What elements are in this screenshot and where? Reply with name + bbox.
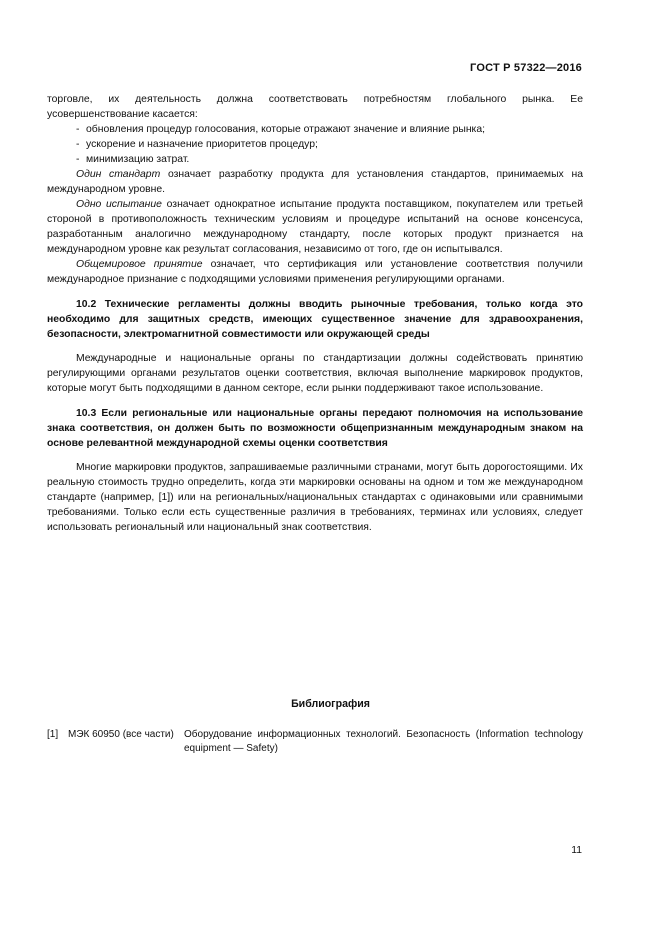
list-item [47,122,583,137]
document-number: ГОСТ Р 57322—2016 [470,62,582,74]
bibliography-title: Библиография [291,698,370,710]
definition-one-test [47,197,583,257]
definition-global-acceptance [47,257,583,287]
definition-text: означает однократное испытание продукта поставщиком, покупателем или третьей стороной в противоположность техническим условиям и процедуре испытаний на основе консенсуса, разработанным аналогично международному стандарту, после которых продукт признается на международном уровне как результат согласования, независимо от того, где он испытывался. [47,199,584,255]
page-number: 11 [571,845,582,856]
list-item-text: обновления процедур голосования, которые отражают значение и влияние рынка; [86,124,485,135]
paragraph-10-2: Международные и национальные органы по стандартизации должны содействовать принятию регулирующими органами результатов оценки соответствия, включая выполнение маркировок продуктов, которые могут быть подходящими в данном секторе, если рынки поддерживают такое использование. [47,353,583,394]
paragraph-intro: торговле, их деятельность должна соответствовать потребностям глобального рынка. Ее усовершенствование касается: [47,94,583,120]
paragraph-10-3: Многие маркировки продуктов, запрашиваемые различными странами, могут быть дорогостоящими. Их реальную стоимость трудно определить, когда эти маркировки основаны на одном и том же международном стандарте (например, [1]) или на региональных/национальных стандартах с одинаковыми или сравнимыми требованиями. Только если есть существенные различия в требованиях, терминах или условиях, следует использовать региональный или национальный знак соответствия. [47,462,583,533]
bibliography-entry-description: Оборудование информационных технологий. Безопасность (Information technology equipment — Safety) [184,729,583,754]
bullet-marker: - [76,154,80,165]
definition-text: означает, что сертификация или установление соответствия получили международное признание с подходящими условиями применения регулирующими органами. [47,259,583,285]
list-item-text: минимизацию затрат. [86,154,190,165]
bullet-marker: - [76,139,80,150]
bibliography-entry-reference: МЭК 60950 (все части) [68,729,174,740]
bullet-marker: - [76,124,80,135]
list-item-text: ускорение и назначение приоритетов процедур; [86,139,318,150]
list-item [47,137,583,152]
section-heading-10-2: 10.2 Технические регламенты должны вводить рыночные требования, только когда это необходимо для защитных средств, имеющих существенное значение для здравоохранения, безопасности, электромагнитной совместимости или окружающей среды [47,299,583,340]
definition-one-standard [47,167,583,197]
defined-term: Один стандарт [76,169,161,180]
section-heading-10-3: 10.3 Если региональные или национальные органы передают полномочия на использование знака соответствия, он должен быть по возможности общепризнанным международным знаком на основе релевантной международной схемы оценки соответствия [47,408,583,449]
definition-text: означает разработку продукта для установления стандартов, принимаемых на международном уровне. [47,169,583,195]
defined-term: Общемировое принятие [76,259,203,270]
page-body [47,92,583,535]
list-item [47,152,583,167]
bibliography-entry-number: [1] [47,729,59,740]
defined-term: Одно испытание [76,199,162,210]
